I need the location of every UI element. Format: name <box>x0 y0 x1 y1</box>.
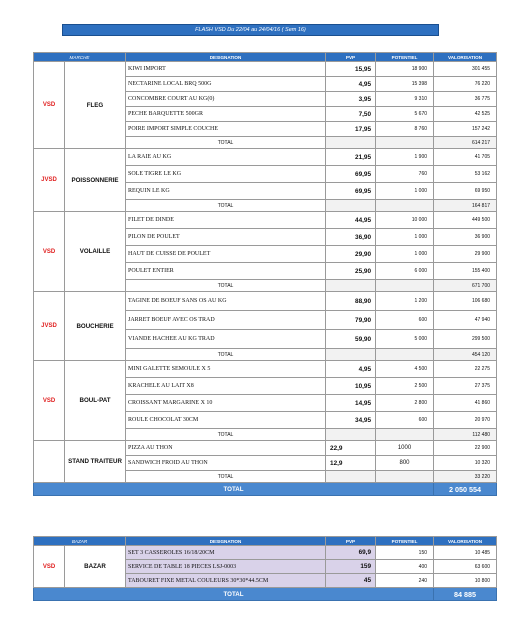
potentiel-cell: 240 <box>376 574 434 588</box>
subtotal-empty <box>376 471 434 483</box>
header-designation: DESIGNATION <box>126 53 326 62</box>
bazar-header-marche: BAZAR <box>34 537 126 546</box>
valorisation-cell: 41 860 <box>434 395 497 412</box>
pvp-cell: 10,95 <box>326 378 376 395</box>
designation-cell: SERVICE DE TABLE 18 PIECES LSJ-0003 <box>126 560 326 574</box>
table-header <box>34 53 497 62</box>
valorisation-cell: 157 242 <box>434 122 497 137</box>
brand-cell: JVSD <box>34 149 65 212</box>
potentiel-cell: 150 <box>376 546 434 560</box>
potentiel-cell: 5 670 <box>376 107 434 122</box>
designation-cell: PECHE BARQUETTE 500GR <box>126 107 326 122</box>
bazar-header-designation: DESIGNATION <box>126 537 326 546</box>
valorisation-cell: 69 950 <box>434 183 497 200</box>
designation-cell: SANDWICH FROID AU THON <box>126 456 326 471</box>
subtotal-empty <box>326 471 376 483</box>
subtotal-empty <box>326 280 376 292</box>
subtotal-label: TOTAL <box>126 137 326 149</box>
valorisation-cell: 301 455 <box>434 62 497 77</box>
designation-cell: KRACHELE AU LAIT X8 <box>126 378 326 395</box>
valorisation-cell: 41 705 <box>434 149 497 166</box>
potentiel-cell: 1 200 <box>376 292 434 311</box>
pvp-cell: 7,50 <box>326 107 376 122</box>
designation-cell: TABOURET FIXE METAL COULEURS 30*30*44.5CM <box>126 574 326 588</box>
valorisation-cell: 47 940 <box>434 311 497 330</box>
subtotal-label: TOTAL <box>126 349 326 361</box>
pvp-cell: 69,95 <box>326 183 376 200</box>
pvp-cell: 29,90 <box>326 246 376 263</box>
subtotal-empty <box>326 429 376 441</box>
designation-cell: SOLE TIGRE LE KG <box>126 166 326 183</box>
potentiel-cell: 8 760 <box>376 122 434 137</box>
valorisation-cell: 36 775 <box>434 92 497 107</box>
designation-cell: ROULE CHOCOLAT 30CM <box>126 412 326 429</box>
potentiel-cell: 2 800 <box>376 395 434 412</box>
bazar-header-potentiel: POTENTIEL <box>376 537 434 546</box>
valorisation-cell: 22 275 <box>434 361 497 378</box>
designation-cell: PIZZA AU THON <box>126 441 326 456</box>
designation-cell: NECTARINE LOCAL BRQ 500G <box>126 77 326 92</box>
bazar-header-pvp: PVP <box>326 537 376 546</box>
table-row <box>34 361 497 378</box>
potentiel-cell: 1 000 <box>376 229 434 246</box>
subtotal-empty <box>376 429 434 441</box>
subtotal-value: 164 817 <box>434 200 497 212</box>
subtotal-empty <box>376 349 434 361</box>
designation-cell: FILET DE DINDE <box>126 212 326 229</box>
designation-cell: TAGINE DE BOEUF SANS OS AU KG <box>126 292 326 311</box>
bazar-table <box>33 536 497 601</box>
subtotal-value: 454 120 <box>434 349 497 361</box>
header-valorisation: VALORISATION <box>434 53 497 62</box>
potentiel-cell: 600 <box>376 311 434 330</box>
pvp-cell: 69,95 <box>326 166 376 183</box>
valorisation-cell: 155 400 <box>434 263 497 280</box>
valorisation-cell: 63 600 <box>434 560 497 574</box>
subtotal-value: 33 220 <box>434 471 497 483</box>
pvp-cell: 4,95 <box>326 77 376 92</box>
table-row <box>34 149 497 166</box>
category-cell: STAND TRAITEUR <box>65 441 126 483</box>
category-cell: BAZAR <box>65 546 126 588</box>
table-row <box>34 441 497 456</box>
pvp-cell: 22,9 <box>326 441 376 456</box>
valorisation-cell: 27 375 <box>434 378 497 395</box>
pvp-cell: 25,90 <box>326 263 376 280</box>
pvp-cell: 88,90 <box>326 292 376 311</box>
category-cell: FLEG <box>65 62 126 149</box>
potentiel-cell: 1 900 <box>376 149 434 166</box>
valorisation-cell: 22 900 <box>434 441 497 456</box>
pvp-cell: 36,90 <box>326 229 376 246</box>
potentiel-cell: 800 <box>376 456 434 471</box>
subtotal-label: TOTAL <box>126 471 326 483</box>
subtotal-label: TOTAL <box>126 200 326 212</box>
pvp-cell: 4,95 <box>326 361 376 378</box>
valorisation-cell: 106 680 <box>434 292 497 311</box>
subtotal-value: 112 480 <box>434 429 497 441</box>
potentiel-cell: 400 <box>376 560 434 574</box>
potentiel-cell: 15 398 <box>376 77 434 92</box>
grand-total-label: TOTAL <box>34 483 434 496</box>
valorisation-cell: 299 500 <box>434 330 497 349</box>
pvp-cell: 69,9 <box>326 546 376 560</box>
pvp-cell: 21,95 <box>326 149 376 166</box>
subtotal-label: TOTAL <box>126 280 326 292</box>
subtotal-value: 614 217 <box>434 137 497 149</box>
valorisation-cell: 20 970 <box>434 412 497 429</box>
pvp-cell: 44,95 <box>326 212 376 229</box>
brand-cell: VSD <box>34 546 65 588</box>
potentiel-cell: 10 000 <box>376 212 434 229</box>
pvp-cell: 79,90 <box>326 311 376 330</box>
brand-cell: VSD <box>34 361 65 441</box>
brand-cell: JVSD <box>34 292 65 361</box>
subtotal-label: TOTAL <box>126 429 326 441</box>
table-row <box>34 292 497 311</box>
designation-cell: HAUT DE CUISSE DE POULET <box>126 246 326 263</box>
bazar-header-valorisation: VALORISATION <box>434 537 497 546</box>
pvp-cell: 3,95 <box>326 92 376 107</box>
category-cell: BOUCHERIE <box>65 292 126 361</box>
pvp-cell: 15,95 <box>326 62 376 77</box>
valorisation-cell: 36 900 <box>434 229 497 246</box>
valorisation-cell: 29 900 <box>434 246 497 263</box>
valorisation-cell: 53 162 <box>434 166 497 183</box>
pvp-cell: 59,90 <box>326 330 376 349</box>
category-cell: VOLAILLE <box>65 212 126 292</box>
brand-cell <box>34 441 65 483</box>
designation-cell: POIRE IMPORT SIMPLE COUCHE <box>126 122 326 137</box>
brand-cell: VSD <box>34 212 65 292</box>
potentiel-cell: 760 <box>376 166 434 183</box>
designation-cell: CONCOMBRE COURT AU KG(0) <box>126 92 326 107</box>
bazar-table-header <box>34 537 497 546</box>
pvp-cell: 17,95 <box>326 122 376 137</box>
designation-cell: VIANDE HACHEE AU KG TRAD <box>126 330 326 349</box>
valorisation-cell: 449 500 <box>434 212 497 229</box>
potentiel-cell: 1000 <box>376 441 434 456</box>
potentiel-cell: 4 500 <box>376 361 434 378</box>
subtotal-empty <box>326 137 376 149</box>
potentiel-cell: 600 <box>376 412 434 429</box>
header-marche: MARCHE <box>34 53 126 62</box>
brand-cell: VSD <box>34 62 65 149</box>
pvp-cell: 45 <box>326 574 376 588</box>
potentiel-cell: 5 000 <box>376 330 434 349</box>
header-potentiel: POTENTIEL <box>376 53 434 62</box>
table-row <box>34 546 497 560</box>
grand-total-value: 2 050 554 <box>434 483 497 496</box>
bazar-total-label: TOTAL <box>34 588 434 601</box>
potentiel-cell: 9 310 <box>376 92 434 107</box>
subtotal-empty <box>376 280 434 292</box>
valorisation-cell: 10 320 <box>434 456 497 471</box>
subtotal-empty <box>376 137 434 149</box>
bazar-total-value: 84 885 <box>434 588 497 601</box>
designation-cell: JARRET BOEUF AVEC OS TRAD <box>126 311 326 330</box>
table-row <box>34 212 497 229</box>
subtotal-empty <box>326 200 376 212</box>
designation-cell: POULET ENTIER <box>126 263 326 280</box>
header-pvp: PVP <box>326 53 376 62</box>
designation-cell: KIWI IMPORT <box>126 62 326 77</box>
potentiel-cell: 1 000 <box>376 246 434 263</box>
report-title: FLASH VSD Du 22/04 au 24/04/16 ( Sem 16) <box>62 24 439 36</box>
potentiel-cell: 2 500 <box>376 378 434 395</box>
subtotal-value: 671 700 <box>434 280 497 292</box>
potentiel-cell: 18 900 <box>376 62 434 77</box>
designation-cell: PILON DE POULET <box>126 229 326 246</box>
designation-cell: SET 3 CASSEROLES 16/18/20CM <box>126 546 326 560</box>
pvp-cell: 14,95 <box>326 395 376 412</box>
designation-cell: REQUIN LE KG <box>126 183 326 200</box>
valorisation-cell: 10 485 <box>434 546 497 560</box>
grand-total-row <box>34 483 497 496</box>
flash-table <box>33 52 497 496</box>
pvp-cell: 34,95 <box>326 412 376 429</box>
pvp-cell: 159 <box>326 560 376 574</box>
valorisation-cell: 42 525 <box>434 107 497 122</box>
bazar-total-row <box>34 588 497 601</box>
potentiel-cell: 6 000 <box>376 263 434 280</box>
potentiel-cell: 1 000 <box>376 183 434 200</box>
valorisation-cell: 76 220 <box>434 77 497 92</box>
designation-cell: MINI GALETTE SEMOULE X 5 <box>126 361 326 378</box>
designation-cell: CROISSANT MARGARINE X 10 <box>126 395 326 412</box>
category-cell: BOUL-PAT <box>65 361 126 441</box>
table-row <box>34 62 497 77</box>
designation-cell: LA RAIE AU KG <box>126 149 326 166</box>
pvp-cell: 12,9 <box>326 456 376 471</box>
subtotal-empty <box>376 200 434 212</box>
valorisation-cell: 10 800 <box>434 574 497 588</box>
category-cell: POISSONNERIE <box>65 149 126 212</box>
subtotal-empty <box>326 349 376 361</box>
